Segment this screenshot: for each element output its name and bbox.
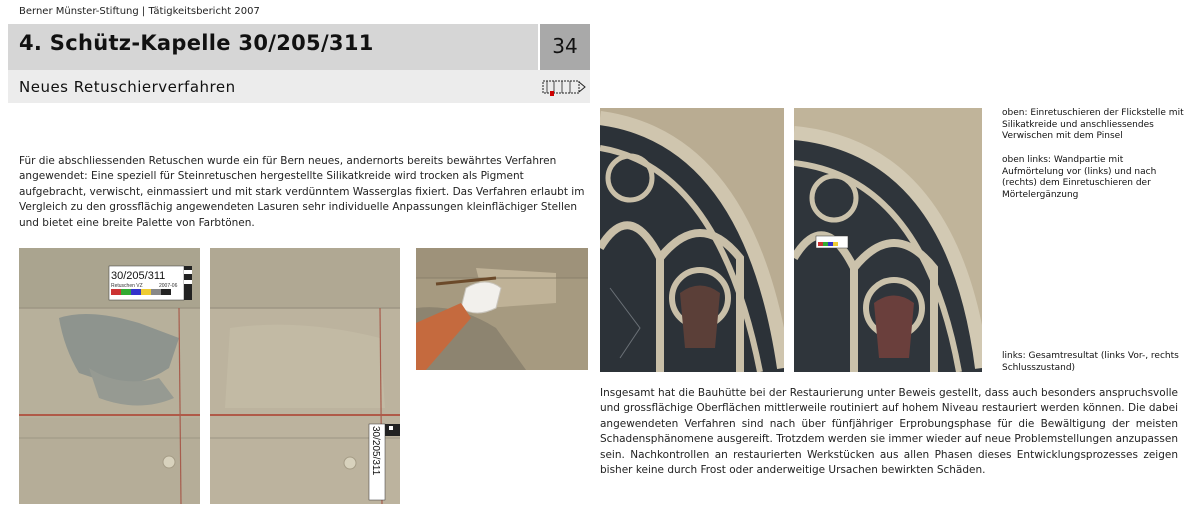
scale-label: 30/205/311 [111, 270, 166, 282]
caption-top-left: oben links: Wandpartie mit Aufmörtelung vor (links) und nach (rechts) dem Einretuschieren der Mörtelergänzung [1002, 155, 1157, 200]
scale-year: 2007-06 [159, 283, 178, 289]
scale-sublabel: Retuschen VZ [111, 283, 143, 289]
page-subtitle: Neues Retuschierverfahren [19, 78, 236, 96]
window-before-photo [600, 108, 784, 372]
caption-top: oben: Einretuschieren der Flickstelle mit Silikatkreide und anschliessendes Verwischen mit dem Pinsel [1002, 108, 1184, 141]
caption-left: links: Gesamtresultat (links Vor-, rechts Schlusszustand) [1002, 351, 1179, 373]
wall-after-photo [210, 248, 400, 504]
page-number: 34 [552, 34, 578, 58]
page-title: 4. Schütz-Kapelle 30/205/311 [19, 31, 374, 55]
scale-label-rotated: 30/205/311 [370, 426, 381, 476]
body-paragraph: Insgesamt hat die Bauhütte bei der Restaurierung unter Beweis gestellt, dass auch besonders anspruchsvolle und grossflächige Oberflächen mittlerweile routiniert auf hohem Niveau restauriert werden können. Die dabei angewendeten Verfahren sind nach über fünfjähriger Erprobungsphase für die Bewältigung der meisten Schadensphänomene ausgereift. Trotzdem werden sie immer wieder auf neue Problemstellungen anzupassen sein. Nachkontrollen an restaurierten Werkstücken aus allen Phasen dieses Entwicklungsprozesses zeigen bisher keine durch Frost oder anderweitige Ursachen bewirkten Schäden. [600, 387, 1178, 477]
window-after-photo [794, 108, 982, 372]
floor-plan-icon [542, 76, 586, 98]
wall-before-photo [19, 248, 200, 504]
publication-header: Berner Münster-Stiftung | Tätigkeitsbericht 2007 [19, 6, 260, 17]
retouching-photo [416, 248, 588, 370]
intro-paragraph: Für die abschliessenden Retuschen wurde ein für Bern neues, andernorts bereits bewährtes Verfahren angewendet: Eine speziell für Steinretuschen hergestellte Silikatkreide wird trocken als Pigment aufgebracht, verwischt, einmassiert und mit stark verdünntem Wasserglas fixiert. Das Verfahren erlaubt im Vergleich zu den grossflächig angewendeten Lasuren sehr individuelle Anpassungen kleinflächiger Stellen und bietet eine breite Palette von Farbtönen. [19, 155, 585, 229]
